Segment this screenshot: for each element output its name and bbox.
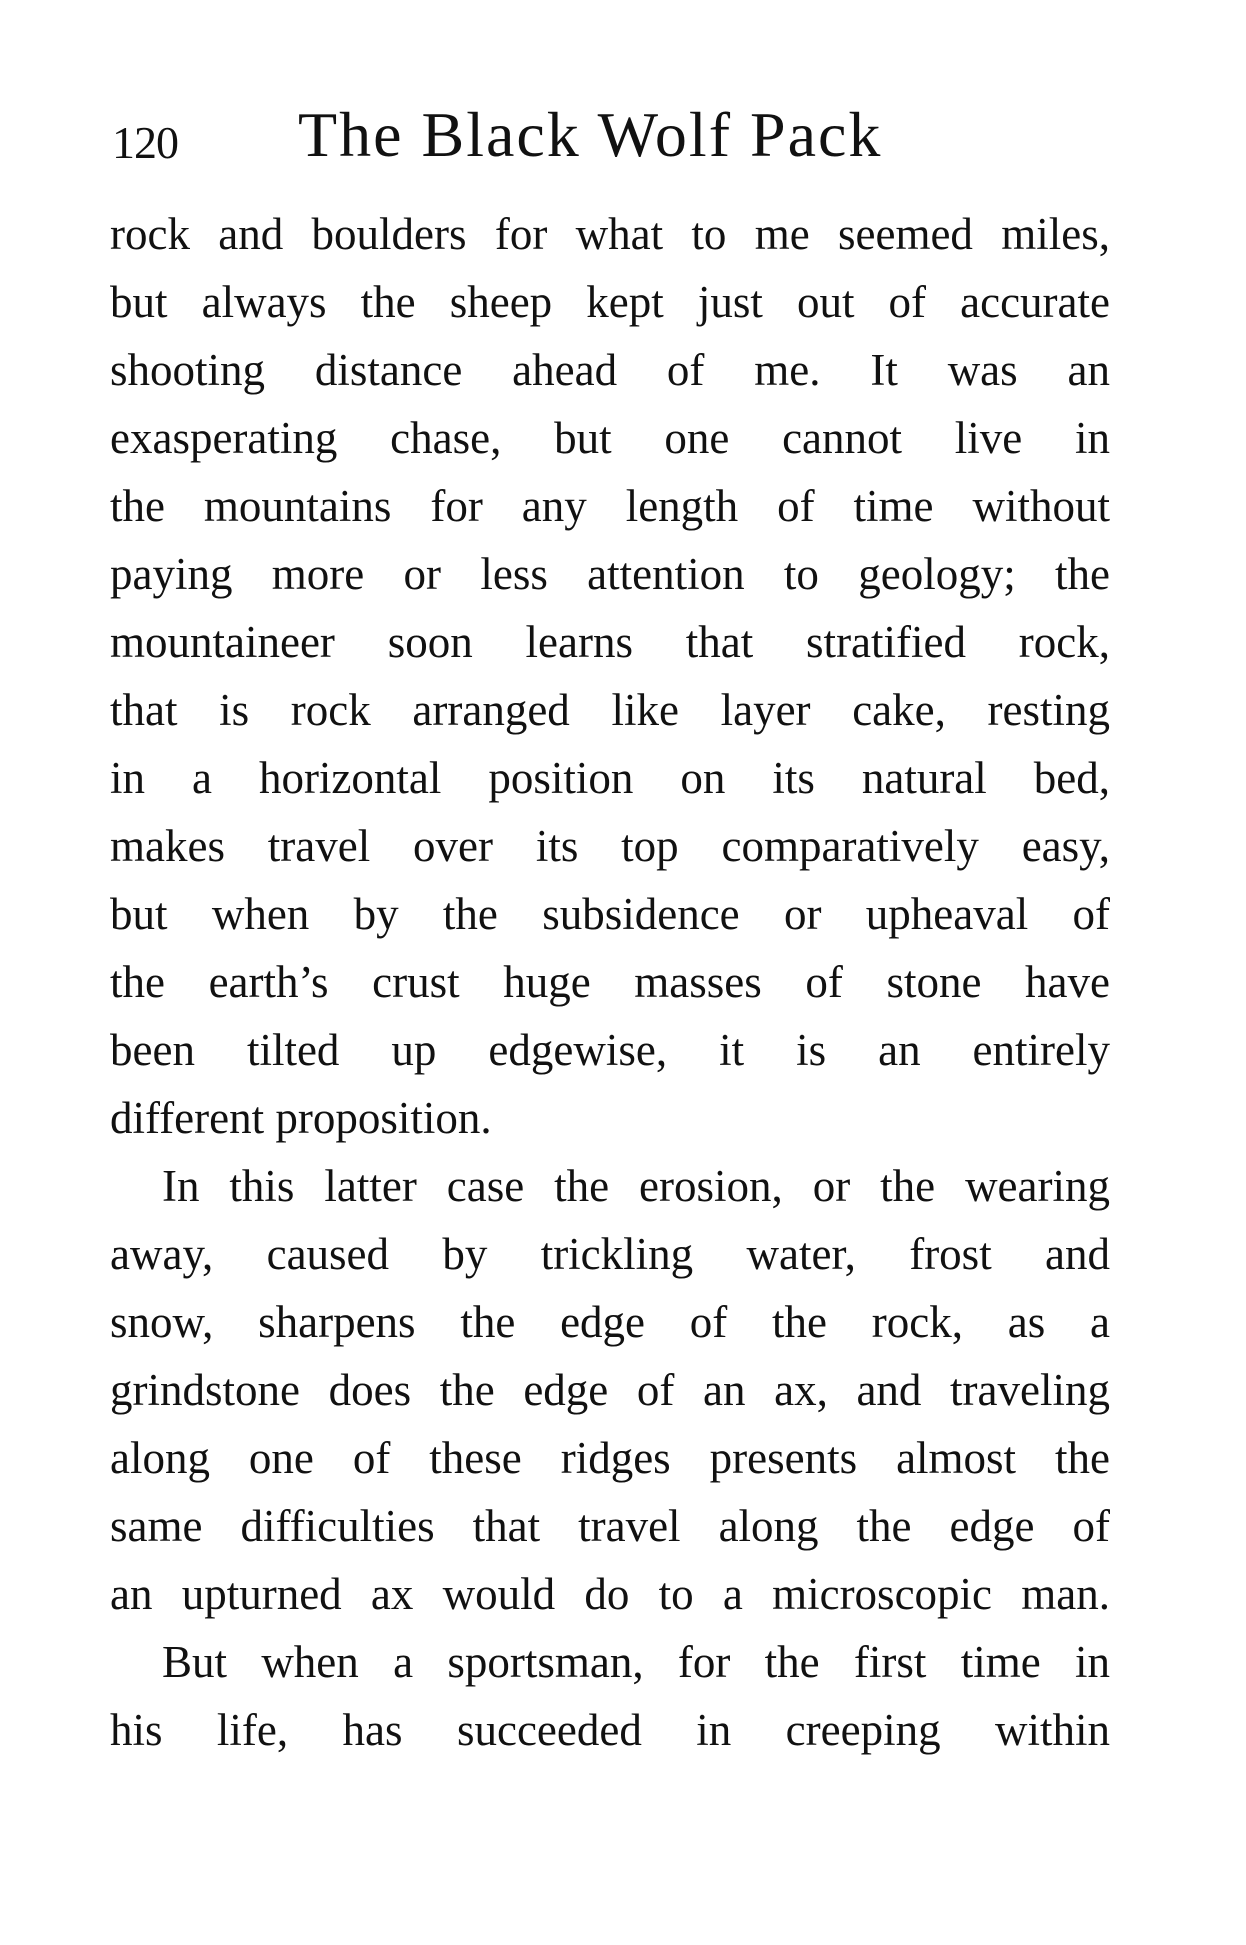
text-line: grindstone does the edge of an ax, and traveling — [110, 1365, 1110, 1415]
page-number: 120 — [112, 117, 178, 168]
text-line: paying more or less attention to geology; the — [110, 549, 1110, 599]
paragraph-first-line: But when a sportsman, for the first time in — [162, 1637, 1110, 1687]
text-line: snow, sharpens the edge of the rock, as a — [110, 1297, 1110, 1347]
text-line: the earth’s crust huge masses of stone have — [110, 957, 1110, 1007]
text-line: been tilted up edgewise, it is an entirely — [110, 1025, 1110, 1075]
text-line: but always the sheep kept just out of accurate — [110, 277, 1110, 327]
text-line: the mountains for any length of time without — [110, 481, 1110, 531]
text-line: along one of these ridges presents almost the — [110, 1433, 1110, 1483]
running-head — [112, 98, 1112, 188]
text-line: his life, has succeeded in creeping within — [110, 1705, 1110, 1755]
text-line: exasperating chase, but one cannot live in — [110, 413, 1110, 463]
text-line: mountaineer soon learns that stratified rock, — [110, 617, 1110, 667]
book-title: The Black Wolf Pack — [298, 99, 883, 170]
text-line: an upturned ax would do to a microscopic man. — [110, 1569, 1110, 1619]
text-line: different proposition. — [110, 1093, 492, 1143]
text-line: rock and boulders for what to me seemed miles, — [110, 209, 1110, 259]
text-line: shooting distance ahead of me. It was an — [110, 345, 1110, 395]
paragraph-first-line: In this latter case the erosion, or the wearing — [162, 1161, 1110, 1211]
body-text — [110, 200, 1110, 1764]
text-line: makes travel over its top comparatively easy, — [110, 821, 1110, 871]
text-line: that is rock arranged like layer cake, resting — [110, 685, 1110, 735]
text-line: same difficulties that travel along the edge of — [110, 1501, 1110, 1551]
text-line: away, caused by trickling water, frost and — [110, 1229, 1110, 1279]
text-line: in a horizontal position on its natural bed, — [110, 753, 1110, 803]
text-line: but when by the subsidence or upheaval of — [110, 889, 1110, 939]
